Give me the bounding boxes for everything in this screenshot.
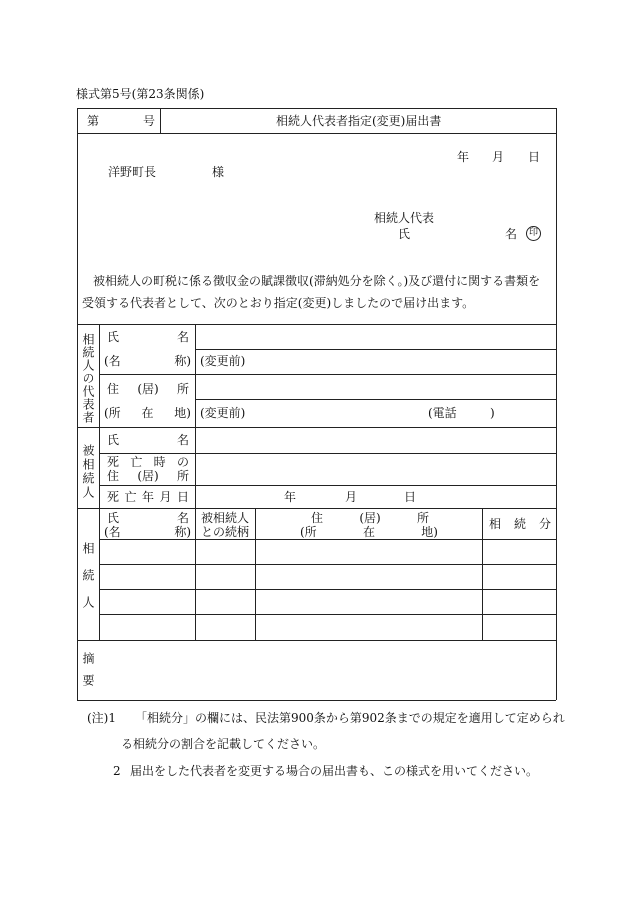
- rep-name-label: [107, 331, 189, 343]
- rep-phone-close: ): [490, 406, 495, 420]
- rep-addr-before-change: (変更前): [200, 406, 246, 420]
- share-bun: 分: [538, 517, 551, 531]
- death-addr-jyu: 住: [107, 469, 120, 483]
- death-date-label: [107, 491, 189, 503]
- deceased-addr-label2: [107, 470, 189, 482]
- heirs-col-name2: [104, 526, 191, 538]
- rep-side-label: 相続人の代表者: [81, 333, 95, 424]
- addressee: 洋野町長: [108, 165, 157, 179]
- share-sou: 相: [489, 517, 502, 531]
- rep-addr-sho2: (所: [104, 406, 121, 420]
- note1-line1: 「相続分」の欄には、民法第900条から第902条までの規定を適用して定められ: [135, 711, 565, 725]
- rep-name-shi: 氏: [107, 330, 120, 344]
- number-label-gou: 号: [143, 114, 156, 128]
- heirs-col-addr2: [300, 526, 438, 538]
- death-date-year: 年: [284, 490, 297, 504]
- death-shi: 死: [107, 455, 120, 469]
- deceased-addr-label1: [107, 456, 189, 468]
- heirs-addr-sho: 所: [416, 511, 429, 525]
- form-id: 様式第5号(第23条関係): [76, 87, 205, 101]
- deceased-name-shi: 氏: [107, 433, 120, 447]
- rep-addr-chi: 地): [174, 406, 191, 420]
- rep-addr-label2: [104, 407, 191, 419]
- rep-addr-zai: 在: [141, 406, 154, 420]
- death-date-month: 月: [345, 490, 358, 504]
- heirs-addr-jyu: 住: [311, 511, 324, 525]
- number-label-dai: 第: [87, 114, 100, 128]
- note2-text: 届出をした代表者を変更する場合の届出書も、この様式を用いてください。: [130, 764, 539, 778]
- heirs-name-na: (名: [104, 525, 121, 539]
- heirs-addr-chi: 地): [421, 525, 438, 539]
- deceased-side-label: 被相続人: [81, 444, 95, 500]
- note-prefix: (注)1: [87, 711, 116, 725]
- heirs-col-addr1: [311, 512, 429, 524]
- date-year: 年: [457, 150, 470, 164]
- heirs-col-share: [489, 518, 551, 530]
- date-month: 月: [492, 150, 505, 164]
- seal-mark: 印: [526, 226, 541, 241]
- dd-hi: 日: [176, 490, 189, 504]
- heirs-col-relation1: 被相続人: [201, 511, 250, 525]
- dd-nen: 年: [141, 490, 154, 504]
- honorific: 様: [212, 165, 225, 179]
- form-title: 相続人代表者指定(変更)届出書: [276, 114, 442, 128]
- dd-bou: 亡: [124, 490, 137, 504]
- date-day: 日: [528, 150, 541, 164]
- rep-name-before-change: (変更前): [200, 354, 246, 368]
- heirs-col-relation2: との続柄: [201, 525, 250, 539]
- heirs-side-label: 相続人: [81, 542, 95, 623]
- representative-label: 相続人代表: [374, 211, 435, 225]
- death-ji: 時: [153, 455, 166, 469]
- heirs-name-shi: 氏: [107, 511, 120, 525]
- rep-addr-sho: 所: [176, 382, 189, 396]
- deceased-name-mei: 名: [176, 433, 189, 447]
- heirs-addr-sho2: (所: [300, 525, 317, 539]
- rep-addr-jyu: 住: [107, 382, 120, 396]
- body-text-line2: 受領する代表者として、次のとおり指定(変更)しましたので届け出ます。: [82, 296, 475, 310]
- note2-number: 2: [113, 764, 121, 778]
- death-addr-sho: 所: [176, 469, 189, 483]
- rep-name-na: (名: [104, 354, 121, 368]
- share-zoku: 続: [513, 517, 526, 531]
- representative-name-shi: 氏: [398, 227, 411, 241]
- rep-name-label2: [104, 355, 191, 367]
- deceased-name-label: [107, 434, 189, 446]
- rep-name-mei: 名: [176, 330, 189, 344]
- representative-name-mei: 名: [505, 227, 518, 241]
- death-bou: 亡: [130, 455, 143, 469]
- heirs-name-shou: 称): [174, 525, 191, 539]
- note1-line2: る相続分の割合を記載してください。: [121, 737, 326, 751]
- heirs-col-name1: [107, 512, 189, 524]
- dd-shi: 死: [107, 490, 120, 504]
- body-text-line1: 被相続人の町税に係る徴収金の賦課徴収(滞納処分を除く。)及び還付に関する書類を: [93, 274, 541, 288]
- rep-addr-kyo: (居): [137, 382, 159, 396]
- rep-name-shou: 称): [174, 354, 191, 368]
- rep-phone-label: (電話: [428, 406, 457, 420]
- heirs-addr-zai: 在: [362, 525, 375, 539]
- rep-addr-label: [107, 383, 189, 395]
- remarks-label: 摘要: [81, 652, 95, 696]
- heirs-name-mei: 名: [176, 511, 189, 525]
- death-addr-kyo: (居): [137, 469, 159, 483]
- death-date-day: 日: [404, 490, 417, 504]
- heirs-addr-kyo: (居): [359, 511, 381, 525]
- dd-gatsu: 月: [159, 490, 172, 504]
- death-no: の: [176, 455, 189, 469]
